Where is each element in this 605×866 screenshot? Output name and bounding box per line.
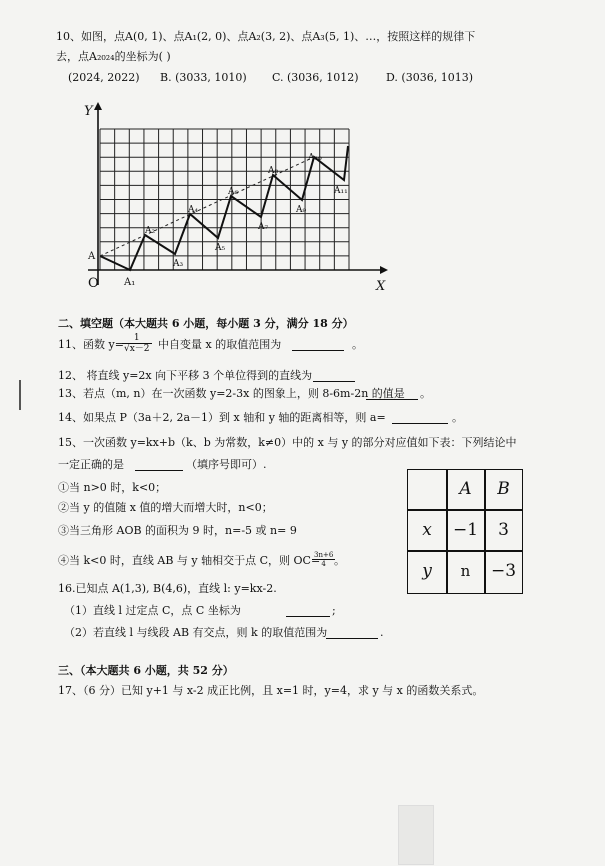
point-label-a2: A₂ <box>145 226 156 236</box>
y-axis-arrow <box>94 102 102 110</box>
q12-text: 12、 将直线 y=2x 向下平移 3 个单位得到的直线为 <box>58 369 313 382</box>
q16-line1: 16.已知点 A(1,3), B(4,6)，直线 l: y=kx-2. <box>58 582 277 595</box>
origin-label: O <box>88 276 99 291</box>
q15-answer-blank[interactable] <box>135 458 183 471</box>
q16-part1-blank[interactable] <box>286 604 330 617</box>
point-label-a7: A₇ <box>258 222 269 232</box>
x-axis-arrow <box>380 266 388 274</box>
q15-item4-fraction <box>312 551 335 568</box>
q14-end: 。 <box>452 411 463 424</box>
q15-line1: 15、一次函数 y=kx+b（k、b 为常数，k≠0）中的 x 与 y 的部分对应值如下表：下列结论中 <box>58 436 517 449</box>
table-x-b: 3 <box>498 520 509 540</box>
q15-line2-prefix: 一定正确的是 <box>58 458 124 471</box>
q11-suffix: 中自变量 x 的取值范围为 <box>158 338 282 351</box>
table-y-b: −3 <box>490 561 517 581</box>
q16-part2: （2）若直线 l 与线段 AB 有交点，则 k 的取值范围为 <box>64 626 328 639</box>
scan-mark-left <box>19 380 21 410</box>
q16-part1-end: ; <box>332 604 336 617</box>
q11-fraction <box>122 333 152 354</box>
q11-end: 。 <box>352 338 363 351</box>
q10-option-b: B. (3033, 1010) <box>160 71 247 84</box>
point-label-a: A <box>88 251 96 262</box>
table-x-a: −1 <box>452 520 479 540</box>
table-header-a: A <box>459 479 472 499</box>
point-label-a1: A₁ <box>124 277 136 288</box>
q11-answer-blank[interactable] <box>292 338 344 351</box>
axis-label-x: X <box>376 279 386 294</box>
section2-heading: 二、填空题（本大题共 6 小题，每小题 3 分，满分 18 分） <box>58 317 354 330</box>
q15-item-4: ④当 k<0 时，直线 AB 与 y 轴相交于点 C，则 OC= <box>58 554 321 567</box>
q11-frac-numerator: 1 <box>122 333 152 344</box>
q15-item-3: ③当三角形 AOB 的面积为 9 时，n=-5 或 n= 9 <box>58 524 297 537</box>
scan-stain-bottom <box>398 805 434 865</box>
point-label-a4: A₄ <box>188 205 199 215</box>
q11-prefix: 11、函数 y= <box>58 338 124 351</box>
table-row-y-label: y <box>422 561 432 581</box>
q14-answer-blank[interactable] <box>392 411 448 424</box>
point-label-a3: A₃ <box>173 259 184 269</box>
table-y-a: n <box>460 562 471 580</box>
q15-item-1: ①当 n>0 时，k<0； <box>58 481 167 494</box>
q16-part1: （1）直线 l 过定点 C，点 C 坐标为 <box>64 604 241 617</box>
q10-line2: 去，点A₂₀₂₄的坐标为( ) <box>56 50 171 63</box>
q17-text: 17、（6 分）已知 y+1 与 x-2 成正比例，且 x=1 时，y=4，求 y 与 x 的函数关系式。 <box>58 684 484 697</box>
q13-end: 。 <box>420 387 431 400</box>
q15-item4-frac-denominator: 4 <box>321 560 326 568</box>
q15-line2-suffix: （填序号即可）. <box>186 458 267 471</box>
dashed-guide-line <box>100 157 314 256</box>
q13-answer-blank[interactable] <box>366 387 418 400</box>
q16-part2-blank[interactable] <box>326 626 378 639</box>
q16-part2-end: . <box>380 626 384 639</box>
point-label-a9: A₉ <box>296 205 307 215</box>
point-label-a10: A₁₀ <box>308 153 322 163</box>
q13-text: 13、若点（m, n）在一次函数 y=2-3x 的图象上，则 8-6m-2n 的值是 <box>58 387 405 400</box>
point-label-a8: A₈ <box>268 166 279 176</box>
q15-item-2: ②当 y 的值随 x 值的增大而增大时，n<0； <box>58 501 273 514</box>
q12-answer-blank[interactable] <box>313 369 355 382</box>
table-row-x-label: x <box>422 520 432 540</box>
value-table <box>407 469 523 594</box>
point-label-a6: A₆ <box>228 187 239 197</box>
q10-option-a: (2024, 2022) <box>68 71 140 84</box>
axis-label-y: Y <box>84 104 93 119</box>
q10-option-c: C. (3036, 1012) <box>272 71 359 84</box>
q10-line1: 10、如图，点A(0, 1)、点A₁(2, 0)、点A₂(3, 2)、点A₃(5, 1)、…，按照这样的规律下 <box>56 30 476 43</box>
q14-text: 14、如果点 P（3a＋2, 2a－1）到 x 轴和 y 轴的距离相等，则 a= <box>58 411 386 424</box>
q11-frac-denominator: √x－2 <box>124 344 150 354</box>
point-label-a5: A₅ <box>215 243 226 253</box>
q15-item4-end: 。 <box>334 554 345 567</box>
section3-heading: 三、（本大题共 6 小题，共 52 分） <box>58 664 234 677</box>
q10-option-d: D. (3036, 1013) <box>386 71 473 84</box>
q15-item4-frac-numerator: 3n+6 <box>314 551 334 559</box>
table-header-b: B <box>497 479 510 499</box>
point-label-a11: A₁₁ <box>334 186 348 196</box>
